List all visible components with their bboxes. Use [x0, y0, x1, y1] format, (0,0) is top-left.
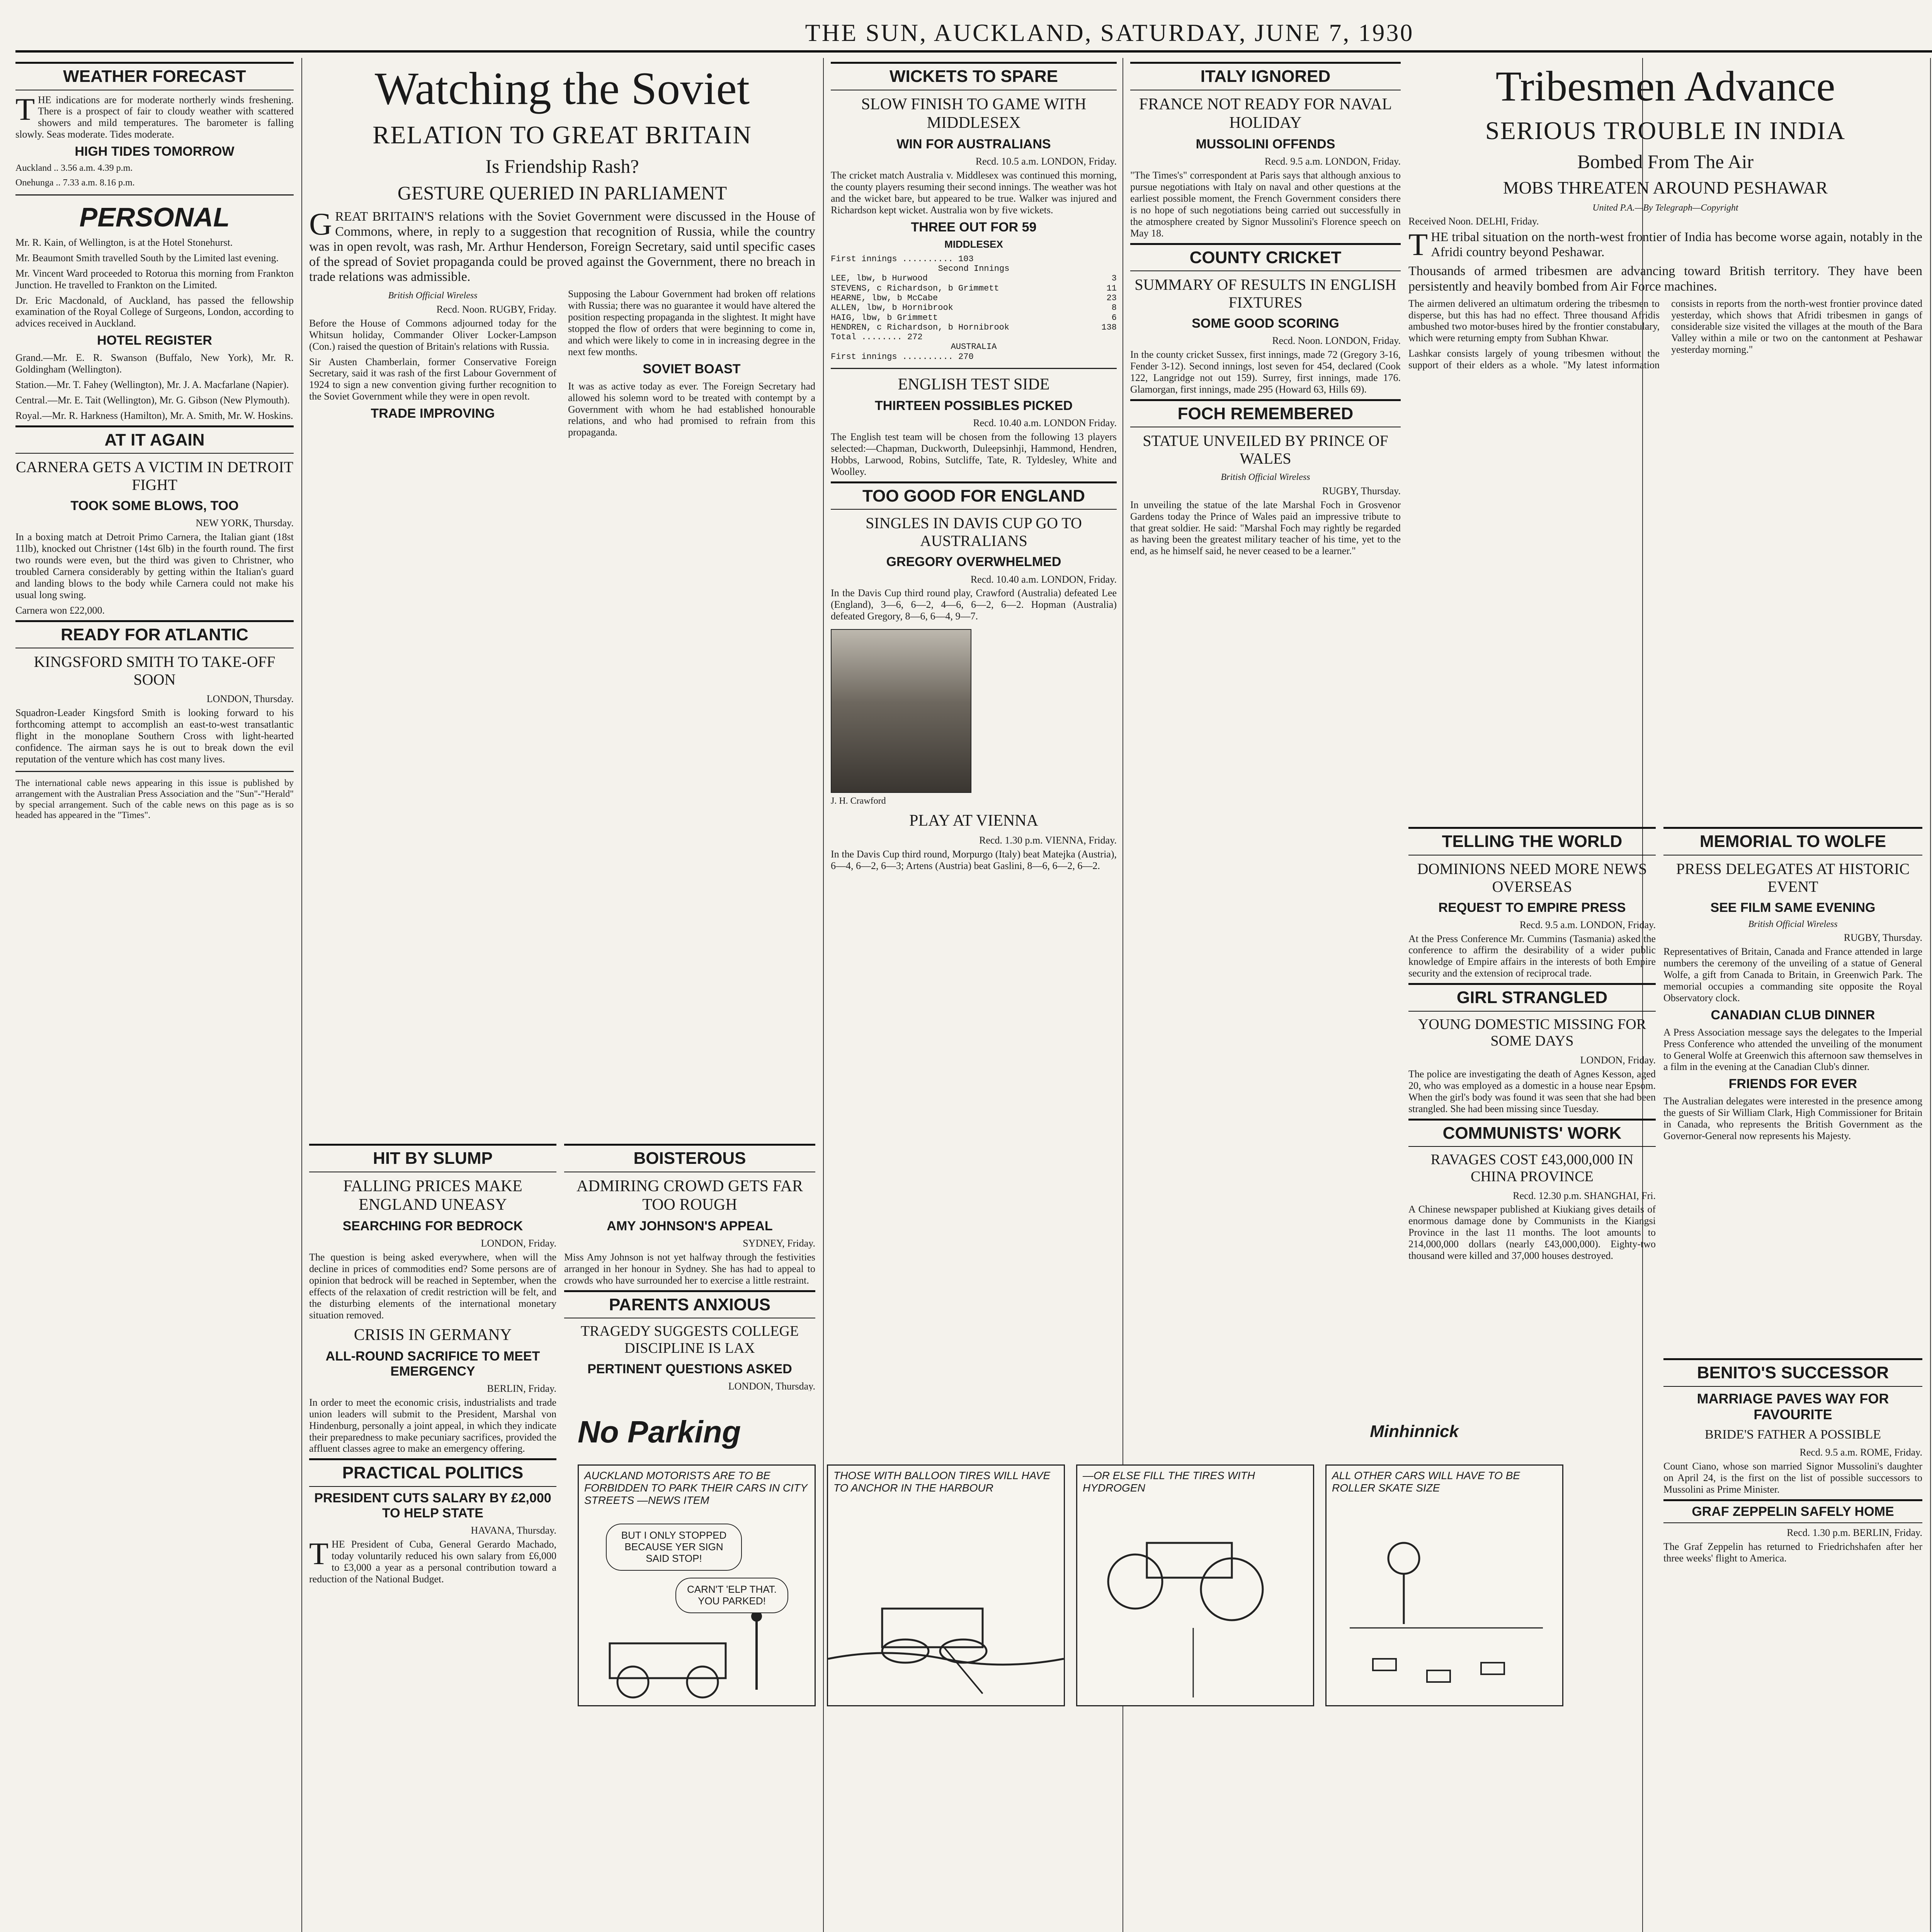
italy-sub: FRANCE NOT READY FOR NAVAL HOLIDAY [1139, 95, 1392, 132]
benito-sub: MARRIAGE PAVES WAY FOR FAVOURITE [1697, 1390, 1889, 1422]
lead-story [309, 58, 815, 1132]
cartoon-panel-1 [578, 1464, 816, 1706]
dateline: LONDON, Thursday. [728, 1380, 815, 1391]
personal-item: Mr. Vincent Ward proceeded to Rotorua this morning from Frankton Junction. He travelled to Frankton on the Limited. [15, 267, 294, 291]
column-2b [309, 1140, 556, 1932]
dateline: LONDON, Thursday. [206, 693, 294, 705]
column-4 [1130, 58, 1401, 1387]
parents-sub2: PERTINENT QUESTIONS ASKED [587, 1361, 792, 1376]
article-text: Supposing the Labour Government had broken off relations with Russia; there was no guarantee it would have altered the position respecting propaganda in the slightest. It might have stopped the flow of orders that were beginning to come in, and which were likely to come in in increasing degree in the next few months. [568, 288, 815, 357]
score-line: ALLEN, lbw, b Hornibrook 8 [831, 303, 1117, 313]
divider [15, 771, 294, 772]
parents-sub: TRAGEDY SUGGESTS COLLEGE DISCIPLINE IS LAX [580, 1323, 799, 1357]
italy-sub2: MUSSOLINI OFFENDS [1196, 137, 1335, 152]
dateline: Recd. 9.5 a.m. LONDON, Friday. [1264, 156, 1401, 167]
at-it-again-sub2: TOOK SOME BLOWS, TOO [70, 498, 239, 514]
panel-caption: ALL OTHER CARS WILL HAVE TO BE ROLLER SKATE SIZE [1332, 1469, 1520, 1494]
photo-caption: J. H. Crawford [831, 796, 886, 806]
scorecard [831, 254, 1117, 362]
lead-sub2: Is Friendship Rash? [485, 155, 639, 177]
article-text: The English test team will be chosen from the following 13 players selected:—Chapman, Duckworth, Duleepsinhji, Hammond, Hendren, Hobbs, Larwood, Robins, Sutcliffe, Tate, R. Tyldesley, White and Woolley. [831, 431, 1117, 477]
lead-sub3: GESTURE QUERIED IN PARLIAMENT [397, 182, 727, 204]
foch-sub: STATUE UNVEILED BY PRINCE OF WALES [1143, 432, 1388, 468]
article-text: "The Times's" correspondent at Paris says that although anxious to pursue negotiations with Italy on naval and other questions at the earliest possible moment, the French Government considers there is no hope of such negotiations being carried out successfully in the atmosphere created by Signor Mussolini's Florence speech on May 18. [1130, 170, 1401, 239]
panel-caption: THOSE WITH BALLOON TIRES WILL HAVE TO ANCHOR IN THE HARBOUR [833, 1469, 1051, 1494]
hotel-item: Station.—Mr. T. Fahey (Wellington), Mr. J. A. Macfarlane (Napier). [15, 379, 289, 391]
speech-bubble: BUT I ONLY STOPPED BECAUSE YER SIGN SAID STOP! [606, 1524, 742, 1571]
article-text: The airmen delivered an ultimatum ordering the tribesmen to disperse, but this has had no effect. Three thousand Afridis ambushed two motor-buses hired by the frontier constabulary, which were returning empty from Subhan Khwar. [1408, 298, 1660, 344]
wireless-credit: British Official Wireless [1221, 472, 1310, 483]
too-good-heading: TOO GOOD FOR ENGLAND [831, 481, 1117, 510]
memorial-sub2: SEE FILM SAME EVENING [1710, 900, 1876, 915]
dateline: RUGBY, Thursday. [1322, 485, 1401, 497]
cable-note: The international cable news appearing in this issue is published by arrangement with the Australian Press Association and the "Sun"-"Herald" by special arrangement. Such of the cable news on this page as is so headed has appeared in the "Times". [15, 778, 294, 821]
subhead: THREE OUT FOR 59 [911, 219, 1037, 235]
wickets-sub2: WIN FOR AUSTRALIANS [896, 137, 1051, 152]
wireless-credit: British Official Wireless [1748, 919, 1838, 929]
weather-text: THE indications are for moderate northerly winds freshening. There is a prospect of fair to cloudy weather with scattered showers and mild temperatures. The barometer is falling slowly. Seas moderate. Tides moderate. [15, 91, 294, 140]
article-text: In the Davis Cup third round, Morpurgo (Italy) beat Matejka (Austria), 6—4, 6—2, 6—3; Artens (Austria) beat Gaslini, 8—6, 6—2, 6—2. [831, 848, 1117, 871]
tribesmen-intro2: Thousands of armed tribesmen are advancing toward British territory. They have been persistently and heavily bombed from Air Force machines. [1408, 264, 1922, 294]
benito-sub2: BRIDE'S FATHER A POSSIBLE [1704, 1427, 1881, 1442]
score-line: First innings .......... 270 [831, 352, 974, 362]
article-text: At the Press Conference Mr. Cummins (Tasmania) asked the conference to affirm the desirability of a wider public knowledge of Empire affairs in the interests of both Empire security and the extension of reciprocal trade. [1408, 933, 1656, 979]
girl-heading: GIRL STRANGLED [1408, 983, 1656, 1012]
memorial-heading: MEMORIAL TO WOLFE [1663, 827, 1922, 855]
column-1 [15, 58, 294, 1932]
personal-item: Mr. Beaumont Smith travelled South by the Limited last evening. [15, 252, 279, 264]
cartoon-title: No Parking [578, 1415, 741, 1449]
article-text: In the Davis Cup third round play, Crawford (Australia) defeated Lee (England), 3—6, 6—2, 4—6, 6—2, 6—2. Hopman (Australia) defeated Gregory, 8—6, 6—4, 9—7. [831, 587, 1117, 622]
english-test-heading: ENGLISH TEST SIDE [898, 375, 1050, 393]
personal-heading: PERSONAL [79, 202, 230, 233]
lead-headline: Watching the Soviet [374, 63, 750, 114]
dateline: Recd. 1.30 p.m. BERLIN, Friday. [1787, 1527, 1922, 1539]
tribesmen-headline: Tribesmen Advance [1495, 63, 1835, 110]
dateline: Recd. 10.40 a.m. LONDON Friday. [973, 417, 1117, 429]
dateline: Recd. 1.30 p.m. VIENNA, Friday. [979, 834, 1117, 846]
too-good-sub2: GREGORY OVERWHELMED [886, 554, 1061, 570]
at-it-again-heading: AT IT AGAIN [15, 425, 294, 454]
subhead: CANADIAN CLUB DINNER [1711, 1007, 1875, 1022]
personal-item: Dr. Eric Macdonald, of Auckland, has passed the fellowship examination of the Royal College of Surgeons, London, according to advices received in Auckland. [15, 294, 294, 329]
dateline: LONDON, Friday. [481, 1238, 556, 1249]
column-rule [1930, 58, 1931, 1932]
tribesmen-intro: THE tribal situation on the north-west frontier of India has become worse again, notably in the Afridi country beyond Peshawar. [1408, 227, 1922, 262]
article-text: The Graf Zeppelin has returned to Friedrichshafen after her three weeks' flight to America. [1663, 1541, 1922, 1564]
practical-heading: PRACTICAL POLITICS [309, 1458, 556, 1487]
article-text: THE President of Cuba, General Gerardo Machado, today voluntarily reduced his own salary from £6,000 to £3,000 a year as a personal contribution toward a reduction of the National Budget. [309, 1536, 556, 1585]
score-line: STEVENS, c Richardson, b Grimmett 11 [831, 283, 1117, 293]
scores-team: MIDDLESEX [944, 238, 1003, 250]
masthead [15, 15, 1932, 53]
communists-sub: RAVAGES COST £43,000,000 IN CHINA PROVINCE [1430, 1151, 1634, 1185]
cartoon-artist: Minhinnick [1370, 1422, 1459, 1441]
masthead-title: THE SUN, AUCKLAND, SATURDAY, JUNE 7, 1930 [805, 19, 1414, 46]
boisterous-sub: ADMIRING CROWD GETS FAR TOO ROUGH [576, 1177, 803, 1214]
lead-sub1: RELATION TO GREAT BRITAIN [372, 121, 752, 149]
article-text: The police are investigating the death of Agnes Kesson, aged 20, who was employed as a domestic in a house near Epsom. When the girl's body was found it was seen that she had been strangled. She had been missing since Tuesday. [1408, 1068, 1656, 1114]
tribesmen-sub3: MOBS THREATEN AROUND PESHAWAR [1503, 177, 1828, 197]
balloon-car-drawing [1077, 1512, 1313, 1705]
hit-heading: HIT BY SLUMP [309, 1144, 556, 1172]
subhead: FRIENDS FOR EVER [1728, 1077, 1857, 1092]
divider [831, 368, 1117, 369]
at-it-again-sub: CARNERA GETS A VICTIM IN DETROIT FIGHT [15, 458, 294, 494]
wireless-credit: British Official Wireless [388, 291, 478, 301]
county-heading: COUNTY CRICKET [1130, 243, 1401, 272]
vienna-heading: PLAY AT VIENNA [909, 811, 1038, 830]
wickets-sub: SLOW FINISH TO GAME WITH MIDDLESEX [861, 95, 1087, 132]
dateline: Received Noon. DELHI, Friday. [1408, 216, 1539, 227]
divider [15, 194, 294, 196]
boisterous-heading: BOISTEROUS [564, 1144, 815, 1172]
girl-sub: YOUNG DOMESTIC MISSING FOR SOME DAYS [1418, 1016, 1646, 1049]
dateline: Recd. 10.5 a.m. LONDON, Friday. [975, 156, 1117, 167]
column-2c [564, 1140, 815, 1391]
small-cars-drawing [1327, 1512, 1562, 1705]
cartoon-panel-3 [1076, 1464, 1314, 1706]
crisis-sub: ALL-ROUND SACRIFICE TO MEET EMERGENCY [325, 1349, 540, 1379]
practical-sub: PRESIDENT CUTS SALARY BY £2,000 TO HELP STATE [314, 1490, 551, 1521]
personal-item: Mr. R. Kain, of Wellington, is at the Hotel Stonehurst. [15, 236, 233, 248]
article-text: The question is being asked everywhere, when will the decline in prices of commodities end? Some persons are of opinion that bedrock will be reached in September, when the effects of the relaxation of credit restriction will be felt, and the disturbing elements of the international monetary situation removed. [309, 1252, 556, 1321]
parents-heading: PARENTS ANXIOUS [564, 1290, 815, 1319]
score-line: AUSTRALIA [951, 342, 997, 352]
telling-heading: TELLING THE WORLD [1408, 827, 1656, 855]
telling-sub: DOMINIONS NEED MORE NEWS OVERSEAS [1417, 860, 1647, 895]
article-text: The cricket match Australia v. Middlesex was continued this morning, the county players resuming their second innings. The weather was hot and the wicket bare, but appeared to be true. Walker was injured and Richardson kept wicket. Australia won by five wickets. [831, 170, 1117, 216]
article-text: It was as active today as ever. The Foreign Secretary had allowed his solemn word to be treated with contempt by a Government with whom he had established honourable relations, and who had promised to refrain from this propaganda. [568, 380, 815, 438]
tribesmen-sub2: Bombed From The Air [1577, 151, 1753, 173]
telling-sub2: REQUEST TO EMPIRE PRESS [1438, 900, 1626, 915]
ready-heading: READY FOR ATLANTIC [15, 620, 294, 649]
dateline: RUGBY, Thursday. [1844, 932, 1922, 944]
subhead: TRADE IMPROVING [371, 406, 495, 421]
article-text: Count Ciano, whose son married Signor Mussolini's daughter on April 24, is the first on the list of possible successors to Mussolini as Prime Minister. [1663, 1461, 1922, 1495]
score-line: Second Innings [938, 264, 1010, 274]
article-text: In the county cricket Sussex, first innings, made 72 (Gregory 3-16, Fender 3-12). Second innings, lost seven for 454, declared (Cook 122, Langridge not out 159). Surrey, first innings, made 176. Glamorgan, first innings, made 295 (Howard 63, Hills 69). [1130, 349, 1401, 395]
dateline: Recd. 9.5 a.m. LONDON, Friday. [1519, 919, 1656, 930]
tides-heading: HIGH TIDES TOMORROW [75, 144, 235, 159]
harbour-drawing [828, 1512, 1064, 1705]
too-good-sub: SINGLES IN DAVIS CUP GO TO AUSTRALIANS [866, 514, 1082, 550]
tide-onehunga: Onehunga .. 7.33 a.m. 8.16 p.m. [15, 177, 135, 188]
score-line: First innings .......... 103 [831, 254, 974, 264]
dateline: BERLIN, Friday. [487, 1383, 556, 1394]
lead-intro: GREAT BRITAIN'S relations with the Soviet Government were discussed in the House of Commons, where, in reply to a suggestion that recognition of Russia, while the country was in open revolt, was rash, Mr. Arthur Henderson, Foreign Secretary, said until specific cases of the spread of Soviet propaganda could be proved against the Government, there no breach in trade relations was admissible. [309, 206, 815, 284]
memorial-sub: PRESS DELEGATES AT HISTORIC EVENT [1676, 860, 1910, 895]
dateline: Recd. 12.30 p.m. SHANGHAI, Fri. [1513, 1190, 1656, 1201]
article-text: In unveiling the statue of the late Marshal Foch in Grosvenor Gardens today the Prince of Wales paid an impressive tribute to that great soldier. He said: "Marshal Foch may rightly be regarded as having been the greatest military teacher of his time, yet to the end, as he himself said, he never ceased to be a learner." [1130, 499, 1401, 557]
hit-sub: FALLING PRICES MAKE ENGLAND UNEASY [343, 1177, 522, 1214]
weather-heading: WEATHER FORECAST [15, 62, 294, 90]
dateline: HAVANA, Thursday. [471, 1525, 556, 1536]
score-line: HENDREN, c Richardson, b Hornibrook 138 [831, 322, 1117, 332]
article-text: Representatives of Britain, Canada and France attended in large numbers the ceremony of the unveiling of a statue of General Wolfe, a gift from Canada to Britain, in Greenwich Park. The memorial occupies a commanding site opposite the Royal Observatory clock. [1663, 946, 1922, 1003]
subhead: SOVIET BOAST [643, 361, 741, 376]
score-line: Total ........ 272 [831, 332, 923, 342]
article-text: Sir Austen Chamberlain, former Conservative Foreign Secretary, said it was rash of the first Labour Government of 1924 to sign a new convention giving further recognition to the Soviet Government while they were in open revolt. [309, 356, 556, 402]
article-text: Miss Amy Johnson is not yet halfway through the festivities arranged in her honour in Sydney. She has had to appeal to crowds who have surrounded her to exercise a little restraint. [564, 1252, 815, 1286]
county-sub2: SOME GOOD SCORING [1192, 316, 1339, 331]
wire-credit: United P.A.—By Telegraph—Copyright [1592, 202, 1738, 213]
speech-bubble: CARN'T 'ELP THAT. YOU PARKED! [675, 1578, 788, 1613]
hit-sub2: SEARCHING FOR BEDROCK [342, 1219, 523, 1234]
english-test-sub: THIRTEEN POSSIBLES PICKED [875, 398, 1073, 413]
dateline: Recd. Noon. LONDON, Friday. [1272, 335, 1401, 347]
tide-auckland: Auckland .. 3.56 a.m. 4.39 p.m. [15, 163, 133, 173]
tribesmen-sub1: SERIOUS TROUBLE IN INDIA [1485, 116, 1846, 145]
hotel-item: Central.—Mr. E. Tait (Wellington), Mr. G. Gibson (New Plymouth). [15, 394, 290, 406]
article-text: Squadron-Leader Kingsford Smith is looking forward to his forthcoming attempt to accomplish an east-to-west transatlantic flight in the monoplane Southern Cross with light-hearted confidence. The airman says he is out to break down the evil reputation of the venture which has cost many lives. [15, 707, 294, 765]
article-text: Before the House of Commons adjourned today for the Whitsun holiday, Commander Oliver Locker-Lampson (Con.) raised the question of Britain's relations with Russia. [309, 317, 556, 352]
wickets-heading: WICKETS TO SPARE [831, 62, 1117, 90]
score-line: HAIG, lbw, b Grimmett 6 [831, 313, 1117, 323]
article-text: A Chinese newspaper published at Kiukiang gives details of enormous damage done by Communists in the Kiangsi Province in the last 11 months. The loot amounts to 214,000,000 dollars (nearly £43,000,000). Eighty-two thousand were killed and 37,000 houses destroyed. [1408, 1204, 1656, 1261]
panel-caption: —OR ELSE FILL THE TIRES WITH HYDROGEN [1083, 1469, 1255, 1494]
crisis-heading: CRISIS IN GERMANY [354, 1326, 512, 1344]
dateline: SYDNEY, Friday. [743, 1238, 815, 1249]
tribesmen-body [1408, 298, 1922, 371]
column-rule [301, 58, 302, 1932]
cartoon-panel-4 [1325, 1464, 1563, 1706]
article-text: In order to meet the economic crisis, industrialists and trade union leaders will submit to the President, Marshal von Hindenburg, personally a joint appeal, in which they indicate their preparedness to make pecuniary sacrifices, provided the affluent classes agree to make an emergency offering. [309, 1396, 556, 1454]
column-6 [1663, 823, 1922, 1932]
score-line: HEARNE, lbw, b McCabe 23 [831, 293, 1117, 303]
graf-heading: GRAF ZEPPELIN SAFELY HOME [1663, 1499, 1922, 1523]
ready-sub: KINGSFORD SMITH TO TAKE-OFF SOON [34, 653, 276, 689]
dateline: Recd. 10.40 a.m. LONDON, Friday. [970, 573, 1117, 585]
crawford-photo [831, 629, 971, 793]
article-text: In a boxing match at Detroit Primo Carnera, the Italian giant (18st 11lb), knocked out Christner (14st 6lb) in the fourth round. The first two rounds were even, but the third was given to Christner, who troubled Carnera considerably by getting within the Italian's guard and landing blows to the body while Carnera could not make his usual long swing. [15, 531, 294, 600]
column-5b [1408, 823, 1656, 1403]
column-3 [831, 58, 1117, 1387]
hotel-item: Grand.—Mr. E. R. Swanson (Buffalo, New York), Mr. R. Goldingham (Wellington). [15, 352, 294, 375]
italy-heading: ITALY IGNORED [1130, 62, 1401, 90]
score-line: LEE, lbw, b Hurwood 3 [831, 274, 1117, 284]
cartoon-strip [570, 1406, 1582, 1716]
article-text: Lashkar consists largely of young tribesmen without the support of their elders as a whole. "My latest information consists in reports from the north-west frontier province dated yesterday, which shows that Afridi tribesmen in gangs of considerable size visited the villages at the mouth of the Bara Valley within a mile or two on the cantonment at Peshawar yesterday morning." [1408, 298, 1922, 371]
dateline: Recd. 9.5 a.m. ROME, Friday. [1799, 1447, 1922, 1458]
hotel-item: Royal.—Mr. R. Harkness (Hamilton), Mr. A. Smith, Mr. W. Hoskins. [15, 410, 293, 421]
communists-heading: COMMUNISTS' WORK [1408, 1119, 1656, 1147]
benito-heading: BENITO'S SUCCESSOR [1663, 1358, 1922, 1387]
dateline: NEW YORK, Thursday. [196, 517, 294, 529]
foch-heading: FOCH REMEMBERED [1130, 399, 1401, 428]
boisterous-sub2: AMY JOHNSON'S APPEAL [607, 1219, 773, 1234]
article-text: The Australian delegates were interested in the presence among the guests of Sir William Clark, High Commissioner for Britain in Canada, who represents the British Government as the Governor-General now represents his Majesty. [1663, 1095, 1922, 1142]
dateline: Recd. Noon. RUGBY, Friday. [436, 303, 556, 315]
dateline: LONDON, Friday. [1580, 1054, 1656, 1066]
tribesmen-story [1408, 58, 1922, 811]
lead-body [309, 288, 815, 438]
car-drawing [579, 1612, 815, 1705]
article-text: Carnera won £22,000. [15, 604, 105, 616]
hotel-register-heading: HOTEL REGISTER [97, 333, 212, 348]
county-sub: SUMMARY OF RESULTS IN ENGLISH FIXTURES [1134, 276, 1396, 311]
panel-caption: AUCKLAND MOTORISTS ARE TO BE FORBIDDEN TO PARK THEIR CARS IN CITY STREETS —NEWS ITEM [584, 1469, 808, 1507]
article-text: A Press Association message says the delegates to the Imperial Press Conference who attended the unveiling of the monument to General Wolfe at Greenwich this afternoon saw themselves in a film in the evening at the Canadian Club's dinner. [1663, 1026, 1922, 1073]
cartoon-panel-2 [827, 1464, 1065, 1706]
